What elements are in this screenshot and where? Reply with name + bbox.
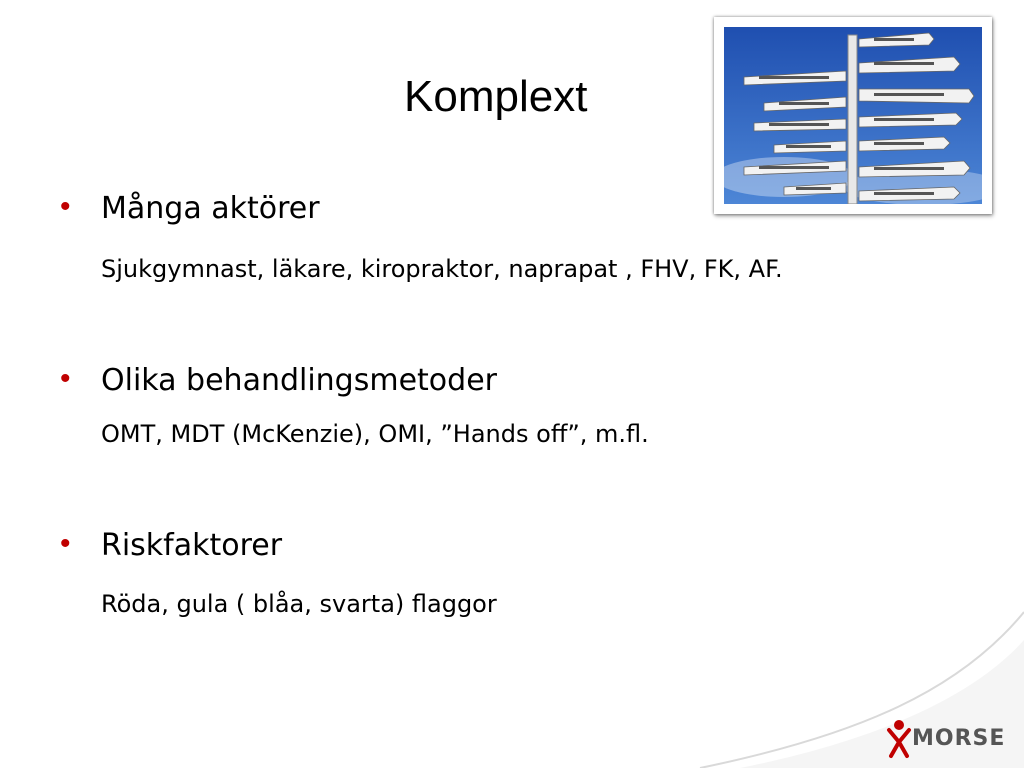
signpost-photo — [714, 17, 992, 214]
morse-logo — [886, 718, 1014, 760]
morse-figure-icon — [886, 718, 912, 760]
bullet-marker: • — [60, 190, 71, 223]
bullet-heading-methods: Olika behandlingsmetoder — [101, 363, 497, 398]
bullet-heading-actors: Många aktörer — [101, 191, 320, 226]
bullet-marker: • — [60, 362, 71, 395]
bullet-heading-riskfactors: Riskfaktorer — [101, 528, 283, 563]
bullet-detail-actors: Sjukgymnast, läkare, kiropraktor, naprapat , FHV, FK, AF. — [101, 255, 783, 283]
bullet-detail-riskfactors: Röda, gula ( blåa, svarta) flaggor — [101, 590, 497, 618]
bullet-detail-methods: OMT, MDT (McKenzie), OMI, ”Hands off”, m.fl. — [101, 420, 649, 448]
slide-title: Komplext — [404, 72, 588, 121]
bullet-marker: • — [60, 527, 71, 560]
morse-logo-text: MORSE — [912, 726, 1006, 751]
